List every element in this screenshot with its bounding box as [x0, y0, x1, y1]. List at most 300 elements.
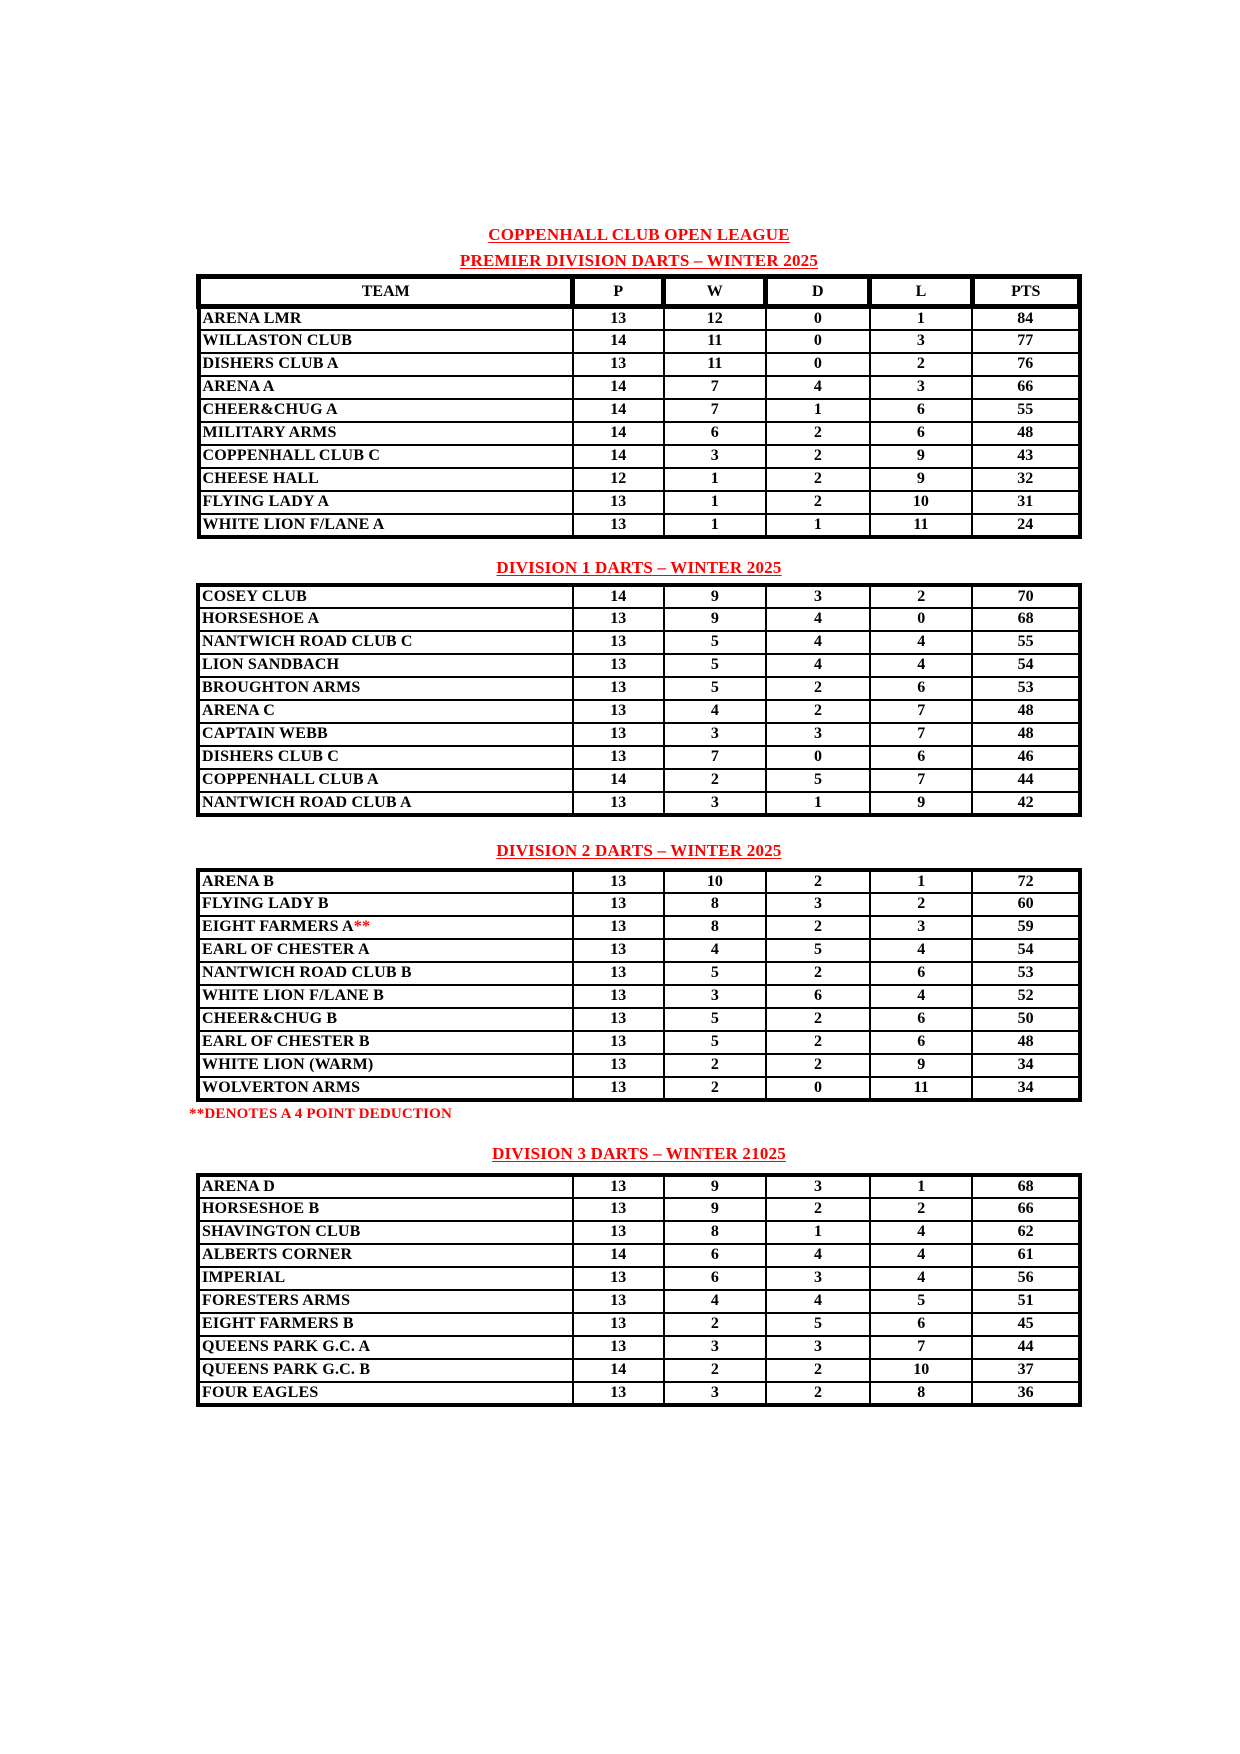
team-name-cell	[199, 445, 573, 468]
team-name: QUEENS PARK G.C. A	[202, 1338, 371, 1355]
played-cell: 13	[573, 792, 664, 815]
table-row	[198, 1336, 1080, 1359]
played-cell: 13	[573, 700, 664, 723]
drawn-cell: 2	[766, 422, 870, 445]
lost-cell: 6	[870, 422, 972, 445]
team-name: EIGHT FARMERS A	[202, 918, 354, 935]
team-name-cell	[198, 746, 573, 769]
won-cell: 5	[664, 1031, 766, 1054]
won-cell: 9	[664, 608, 766, 631]
drawn-cell: 2	[766, 1008, 870, 1031]
team-name: HORSESHOE A	[202, 610, 320, 627]
won-cell: 2	[664, 1313, 766, 1336]
played-cell: 13	[573, 1221, 664, 1244]
team-name-cell	[198, 916, 573, 939]
points-deduction-marker: **	[353, 918, 371, 935]
lost-cell: 4	[870, 654, 972, 677]
table-row	[198, 916, 1080, 939]
team-name: ARENA B	[202, 872, 275, 890]
table-row	[198, 1382, 1080, 1405]
team-name-cell	[198, 585, 573, 608]
team-name: ARENA A	[202, 378, 275, 395]
team-name: CHEESE HALL	[202, 470, 319, 487]
team-name-cell	[199, 491, 573, 514]
table-row	[199, 353, 1080, 376]
lost-cell: 2	[870, 585, 972, 608]
points-cell: 48	[972, 422, 1080, 445]
won-cell: 4	[664, 700, 766, 723]
played-cell: 13	[573, 1031, 664, 1054]
table-row	[198, 1031, 1080, 1054]
table-row	[198, 1077, 1080, 1100]
division-title-3: DIVISION 3 DARTS – WINTER 21025	[492, 1143, 786, 1163]
lost-cell: 6	[870, 399, 972, 422]
team-name-cell	[198, 723, 573, 746]
played-cell: 13	[573, 893, 664, 916]
lost-cell: 5	[870, 1290, 972, 1313]
team-name: SHAVINGTON CLUB	[202, 1223, 361, 1240]
team-name: MILITARY ARMS	[202, 424, 337, 441]
points-cell: 31	[972, 491, 1080, 514]
team-name-cell	[198, 1382, 573, 1405]
drawn-cell: 1	[766, 1221, 870, 1244]
points-cell: 77	[972, 330, 1080, 353]
points-cell: 55	[972, 399, 1080, 422]
table-row	[198, 1313, 1080, 1336]
lost-cell: 4	[870, 1267, 972, 1290]
drawn-cell: 0	[766, 307, 870, 330]
points-cell: 46	[972, 746, 1080, 769]
won-cell: 8	[664, 893, 766, 916]
points-cell: 44	[972, 769, 1080, 792]
won-cell: 8	[664, 1221, 766, 1244]
played-cell: 13	[573, 654, 664, 677]
drawn-cell: 5	[766, 939, 870, 962]
points-cell: 37	[972, 1359, 1080, 1382]
team-name-cell	[199, 399, 573, 422]
lost-cell: 6	[870, 1008, 972, 1031]
lost-cell: 1	[870, 870, 972, 893]
table-row	[198, 1290, 1080, 1313]
won-cell: 3	[664, 985, 766, 1008]
team-name: LION SANDBACH	[202, 656, 340, 673]
team-name: FLYING LADY B	[202, 895, 329, 912]
points-cell: 50	[972, 1008, 1080, 1031]
table-row	[198, 700, 1080, 723]
team-name: WOLVERTON ARMS	[202, 1078, 361, 1096]
points-cell: 45	[972, 1313, 1080, 1336]
table-body-division-1	[198, 585, 1080, 815]
drawn-cell: 3	[766, 1175, 870, 1198]
won-cell: 8	[664, 916, 766, 939]
table-row	[198, 962, 1080, 985]
table-row	[199, 330, 1080, 353]
lost-cell: 6	[870, 677, 972, 700]
lost-cell: 6	[870, 962, 972, 985]
table-row	[198, 746, 1080, 769]
won-cell: 3	[664, 792, 766, 815]
team-name: QUEENS PARK G.C. B	[202, 1361, 371, 1378]
table-row	[198, 1008, 1080, 1031]
league-table-premier	[196, 274, 1082, 539]
played-cell: 13	[573, 1008, 664, 1031]
played-cell: 13	[573, 746, 664, 769]
lost-cell: 8	[870, 1382, 972, 1405]
lost-cell: 2	[870, 353, 972, 376]
won-cell: 7	[664, 376, 766, 399]
played-cell: 14	[573, 445, 664, 468]
team-name: HORSESHOE B	[202, 1200, 320, 1217]
won-cell: 5	[664, 962, 766, 985]
drawn-cell: 4	[766, 1290, 870, 1313]
points-cell: 53	[972, 962, 1080, 985]
won-cell: 6	[664, 422, 766, 445]
drawn-cell: 1	[766, 399, 870, 422]
division-title-1: DIVISION 1 DARTS – WINTER 2025	[496, 557, 782, 577]
lost-cell: 1	[870, 307, 972, 330]
drawn-cell: 3	[766, 893, 870, 916]
won-cell: 9	[664, 585, 766, 608]
column-header-points: PTS	[972, 277, 1080, 307]
team-name-cell	[198, 1175, 573, 1198]
lost-cell: 6	[870, 1031, 972, 1054]
table-body-division-3	[198, 1175, 1080, 1405]
team-name-cell	[198, 985, 573, 1008]
played-cell: 14	[573, 1359, 664, 1382]
points-cell: 36	[972, 1382, 1080, 1405]
lost-cell: 9	[870, 1054, 972, 1077]
team-name-cell	[198, 870, 573, 893]
drawn-cell: 2	[766, 1031, 870, 1054]
played-cell: 13	[573, 631, 664, 654]
points-cell: 68	[972, 608, 1080, 631]
team-name-cell	[198, 1031, 573, 1054]
won-cell: 5	[664, 654, 766, 677]
team-name-cell	[198, 1359, 573, 1382]
drawn-cell: 4	[766, 631, 870, 654]
points-cell: 72	[972, 870, 1080, 893]
played-cell: 14	[573, 422, 664, 445]
drawn-cell: 0	[766, 1077, 870, 1100]
drawn-cell: 0	[766, 330, 870, 353]
points-cell: 48	[972, 723, 1080, 746]
team-name: CAPTAIN WEBB	[202, 725, 328, 742]
team-name: ARENA C	[202, 702, 275, 719]
won-cell: 2	[664, 1359, 766, 1382]
played-cell: 13	[573, 1175, 664, 1198]
lost-cell: 9	[870, 468, 972, 491]
lost-cell: 7	[870, 1336, 972, 1359]
drawn-cell: 2	[766, 1054, 870, 1077]
table-row	[198, 631, 1080, 654]
team-name-cell	[198, 677, 573, 700]
team-name: ARENA D	[202, 1177, 275, 1195]
table-body-division-2	[198, 870, 1080, 1100]
drawn-cell: 2	[766, 1198, 870, 1221]
team-name: CHEER&CHUG B	[202, 1010, 338, 1027]
team-name: FOUR EAGLES	[202, 1383, 319, 1401]
played-cell: 13	[573, 870, 664, 893]
drawn-cell: 5	[766, 769, 870, 792]
lost-cell: 4	[870, 1244, 972, 1267]
drawn-cell: 3	[766, 1267, 870, 1290]
column-header-lost: L	[870, 277, 972, 307]
drawn-cell: 3	[766, 585, 870, 608]
points-cell: 53	[972, 677, 1080, 700]
won-cell: 3	[664, 1336, 766, 1359]
lost-cell: 7	[870, 769, 972, 792]
points-cell: 32	[972, 468, 1080, 491]
drawn-cell: 4	[766, 608, 870, 631]
lost-cell: 3	[870, 330, 972, 353]
won-cell: 6	[664, 1244, 766, 1267]
played-cell: 13	[573, 1054, 664, 1077]
points-cell: 61	[972, 1244, 1080, 1267]
drawn-cell: 2	[766, 870, 870, 893]
lost-cell: 0	[870, 608, 972, 631]
drawn-cell: 1	[766, 514, 870, 537]
column-header-won: W	[664, 277, 766, 307]
won-cell: 2	[664, 769, 766, 792]
points-cell: 55	[972, 631, 1080, 654]
lost-cell: 11	[870, 514, 972, 537]
lost-cell: 4	[870, 985, 972, 1008]
won-cell: 3	[664, 723, 766, 746]
table-row	[198, 769, 1080, 792]
points-cell: 59	[972, 916, 1080, 939]
won-cell: 1	[664, 491, 766, 514]
points-cell: 84	[972, 307, 1080, 330]
lost-cell: 3	[870, 376, 972, 399]
played-cell: 13	[573, 1336, 664, 1359]
team-name: DISHERS CLUB A	[202, 355, 339, 372]
lost-cell: 7	[870, 700, 972, 723]
column-header-drawn: D	[766, 277, 870, 307]
table-row	[199, 445, 1080, 468]
points-deduction-footnote: **DENOTES A 4 POINT DEDUCTION	[189, 1105, 453, 1122]
won-cell: 4	[664, 1290, 766, 1313]
table-row	[198, 985, 1080, 1008]
team-name: WHITE LION F/LANE B	[202, 987, 385, 1004]
table-row	[198, 1054, 1080, 1077]
won-cell: 2	[664, 1054, 766, 1077]
won-cell: 7	[664, 399, 766, 422]
played-cell: 14	[573, 399, 664, 422]
team-name-cell	[198, 1054, 573, 1077]
played-cell: 13	[573, 353, 664, 376]
drawn-cell: 6	[766, 985, 870, 1008]
drawn-cell: 2	[766, 916, 870, 939]
lost-cell: 9	[870, 792, 972, 815]
played-cell: 13	[573, 1313, 664, 1336]
drawn-cell: 2	[766, 491, 870, 514]
team-name-cell	[198, 1008, 573, 1031]
points-cell: 42	[972, 792, 1080, 815]
won-cell: 4	[664, 939, 766, 962]
points-cell: 54	[972, 939, 1080, 962]
team-name-cell	[198, 1290, 573, 1313]
points-cell: 54	[972, 654, 1080, 677]
league-table-division-1	[196, 583, 1082, 817]
team-name-cell	[199, 468, 573, 491]
points-cell: 56	[972, 1267, 1080, 1290]
team-name-cell	[199, 307, 573, 330]
team-name: COPPENHALL CLUB A	[202, 771, 379, 788]
played-cell: 14	[573, 1244, 664, 1267]
team-name: NANTWICH ROAD CLUB B	[202, 964, 412, 981]
team-name: COPPENHALL CLUB C	[202, 447, 381, 464]
team-name-cell	[198, 1221, 573, 1244]
drawn-cell: 1	[766, 792, 870, 815]
team-name-cell	[198, 1244, 573, 1267]
league-table-division-3	[196, 1173, 1082, 1407]
points-cell: 43	[972, 445, 1080, 468]
won-cell: 3	[664, 445, 766, 468]
team-name: WHITE LION F/LANE A	[202, 515, 385, 533]
table-row	[198, 870, 1080, 893]
won-cell: 12	[664, 307, 766, 330]
played-cell: 13	[573, 1382, 664, 1405]
table-row	[199, 376, 1080, 399]
lost-cell: 2	[870, 1198, 972, 1221]
column-header-team: TEAM	[199, 277, 573, 307]
table-row	[198, 1221, 1080, 1244]
table-row	[199, 307, 1080, 330]
team-name-cell	[198, 1198, 573, 1221]
table-row	[199, 399, 1080, 422]
won-cell: 1	[664, 514, 766, 537]
table-row	[199, 491, 1080, 514]
lost-cell: 4	[870, 939, 972, 962]
document-content	[189, 225, 1082, 1407]
drawn-cell: 2	[766, 677, 870, 700]
team-name: ARENA LMR	[202, 309, 302, 327]
table-row	[198, 723, 1080, 746]
played-cell: 13	[573, 723, 664, 746]
table-row	[198, 792, 1080, 815]
won-cell: 11	[664, 330, 766, 353]
team-name-cell	[199, 514, 573, 537]
points-cell: 44	[972, 1336, 1080, 1359]
played-cell: 13	[573, 1267, 664, 1290]
won-cell: 10	[664, 870, 766, 893]
lost-cell: 6	[870, 1313, 972, 1336]
drawn-cell: 4	[766, 376, 870, 399]
header-row	[199, 277, 1080, 307]
division-title-2: DIVISION 2 DARTS – WINTER 2025	[496, 840, 782, 860]
points-cell: 68	[972, 1175, 1080, 1198]
team-name-cell	[199, 422, 573, 445]
drawn-cell: 3	[766, 1336, 870, 1359]
drawn-cell: 5	[766, 1313, 870, 1336]
lost-cell: 4	[870, 631, 972, 654]
played-cell: 12	[573, 468, 664, 491]
points-cell: 66	[972, 376, 1080, 399]
lost-cell: 7	[870, 723, 972, 746]
points-cell: 24	[972, 514, 1080, 537]
team-name: BROUGHTON ARMS	[202, 679, 361, 696]
column-header-played: P	[573, 277, 664, 307]
drawn-cell: 2	[766, 1359, 870, 1382]
points-cell: 48	[972, 700, 1080, 723]
team-name-cell	[198, 1313, 573, 1336]
points-cell: 62	[972, 1221, 1080, 1244]
won-cell: 5	[664, 677, 766, 700]
league-table-division-2	[196, 868, 1082, 1102]
points-cell: 51	[972, 1290, 1080, 1313]
played-cell: 13	[573, 939, 664, 962]
drawn-cell: 4	[766, 1244, 870, 1267]
points-cell: 52	[972, 985, 1080, 1008]
points-cell: 48	[972, 1031, 1080, 1054]
points-cell: 34	[972, 1054, 1080, 1077]
points-cell: 60	[972, 893, 1080, 916]
drawn-cell: 4	[766, 654, 870, 677]
team-name: EIGHT FARMERS B	[202, 1315, 354, 1332]
won-cell: 5	[664, 631, 766, 654]
played-cell: 13	[573, 962, 664, 985]
drawn-cell: 3	[766, 723, 870, 746]
team-name-cell	[198, 792, 573, 815]
drawn-cell: 0	[766, 746, 870, 769]
played-cell: 13	[573, 677, 664, 700]
team-name: ALBERTS CORNER	[202, 1246, 353, 1263]
table-row	[198, 893, 1080, 916]
drawn-cell: 2	[766, 700, 870, 723]
won-cell: 11	[664, 353, 766, 376]
lost-cell: 6	[870, 746, 972, 769]
team-name-cell	[198, 939, 573, 962]
table-row	[198, 608, 1080, 631]
team-name-cell	[198, 654, 573, 677]
played-cell: 13	[573, 608, 664, 631]
team-name-cell	[198, 769, 573, 792]
table-header	[199, 277, 1080, 307]
table-row	[199, 514, 1080, 537]
team-name-cell	[198, 1077, 573, 1100]
table-row	[199, 468, 1080, 491]
team-name-cell	[198, 1336, 573, 1359]
won-cell: 5	[664, 1008, 766, 1031]
lost-cell: 3	[870, 916, 972, 939]
table-row	[198, 654, 1080, 677]
played-cell: 14	[573, 769, 664, 792]
team-name-cell	[198, 608, 573, 631]
won-cell: 9	[664, 1175, 766, 1198]
lost-cell: 1	[870, 1175, 972, 1198]
team-name-cell	[199, 353, 573, 376]
team-name: FORESTERS ARMS	[202, 1292, 351, 1309]
table-row	[199, 422, 1080, 445]
won-cell: 6	[664, 1267, 766, 1290]
won-cell: 3	[664, 1382, 766, 1405]
drawn-cell: 2	[766, 962, 870, 985]
won-cell: 1	[664, 468, 766, 491]
team-name-cell	[198, 893, 573, 916]
team-name: EARL OF CHESTER B	[202, 1033, 370, 1050]
played-cell: 14	[573, 585, 664, 608]
table-row	[198, 1198, 1080, 1221]
won-cell: 2	[664, 1077, 766, 1100]
played-cell: 13	[573, 916, 664, 939]
team-name: CHEER&CHUG A	[202, 401, 338, 418]
played-cell: 14	[573, 376, 664, 399]
table-row	[198, 1244, 1080, 1267]
team-name-cell	[198, 1267, 573, 1290]
team-name-cell	[199, 330, 573, 353]
played-cell: 13	[573, 514, 664, 537]
team-name: IMPERIAL	[202, 1269, 286, 1286]
